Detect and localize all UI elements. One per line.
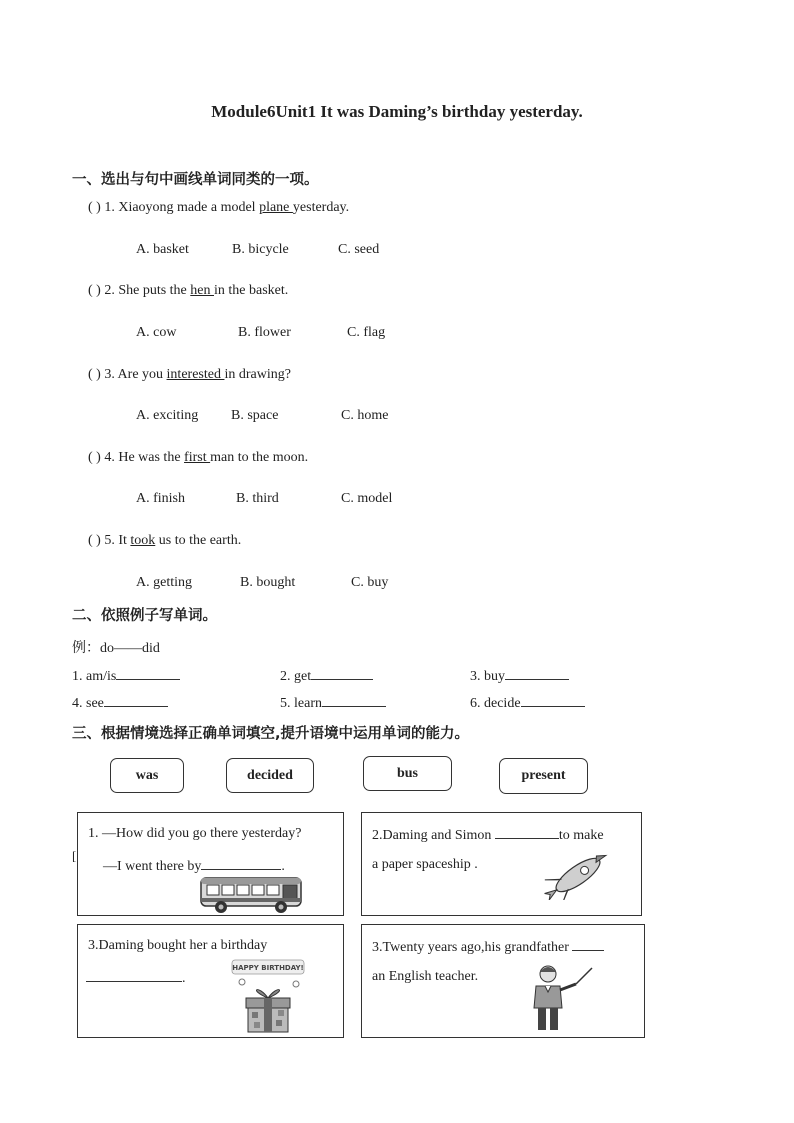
option-1a[interactable]: A. basket bbox=[136, 242, 189, 257]
fill-item-4[interactable]: 4. see bbox=[72, 694, 168, 712]
answer-blank[interactable] bbox=[495, 826, 559, 839]
question-4: ( ) 4. He was the first man to the moon. bbox=[88, 450, 309, 465]
birthday-gift-icon bbox=[228, 958, 308, 1034]
box1-line1: 1. —How did you go there yesterday? bbox=[88, 826, 302, 841]
fill-item-3[interactable]: 3. buy bbox=[470, 667, 569, 685]
word-bank-bus[interactable]: bus bbox=[363, 756, 452, 791]
question-5: ( ) 5. It took us to the earth. bbox=[88, 533, 242, 548]
word-bank-decided[interactable]: decided bbox=[226, 758, 314, 793]
option-1c[interactable]: C. seed bbox=[338, 242, 380, 257]
underlined-word: first bbox=[184, 450, 211, 465]
option-4a[interactable]: A. finish bbox=[136, 491, 185, 506]
underlined-word: plane bbox=[259, 200, 293, 215]
option-2c[interactable]: C. flag bbox=[347, 325, 386, 340]
fill-item-2[interactable]: 2. get bbox=[280, 667, 373, 685]
box3-line2: . bbox=[86, 969, 186, 987]
option-4b[interactable]: B. third bbox=[236, 491, 279, 506]
option-5c[interactable]: C. buy bbox=[351, 575, 389, 590]
answer-blank[interactable] bbox=[311, 667, 373, 680]
box2-line2: a paper spaceship . bbox=[372, 857, 478, 872]
option-4c[interactable]: C. model bbox=[341, 491, 393, 506]
answer-blank[interactable] bbox=[86, 969, 182, 982]
answer-paren[interactable]: ( ) bbox=[88, 200, 101, 215]
word-bank-present[interactable]: present bbox=[499, 758, 588, 794]
option-5b[interactable]: B. bought bbox=[240, 575, 296, 590]
answer-blank[interactable] bbox=[521, 694, 585, 707]
question-1: ( ) 1. Xiaoyong made a model plane yesterday. bbox=[88, 200, 350, 215]
section3-heading: 三、根据情境选择正确单词填空,提升语境中运用单词的能力。 bbox=[72, 726, 470, 742]
question-3: ( ) 3. Are you interested in drawing? bbox=[88, 367, 291, 382]
answer-blank[interactable] bbox=[104, 694, 168, 707]
option-3c[interactable]: C. home bbox=[341, 408, 389, 423]
underlined-word: interested bbox=[166, 367, 225, 382]
fill-item-5[interactable]: 5. learn bbox=[280, 694, 386, 712]
rocket-icon bbox=[538, 850, 618, 900]
word-bank-was[interactable]: was bbox=[110, 758, 184, 793]
box4-line2: an English teacher. bbox=[372, 969, 479, 984]
answer-blank[interactable] bbox=[116, 667, 180, 680]
answer-paren[interactable]: ( ) bbox=[88, 283, 101, 298]
answer-blank[interactable] bbox=[572, 938, 604, 951]
answer-blank[interactable] bbox=[201, 857, 281, 870]
answer-paren[interactable]: ( ) bbox=[88, 450, 101, 465]
stray-bracket: [ bbox=[72, 848, 77, 863]
option-2b[interactable]: B. flower bbox=[238, 325, 291, 340]
answer-paren[interactable]: ( ) bbox=[88, 367, 101, 382]
answer-paren[interactable]: ( ) bbox=[88, 533, 101, 548]
question-2: ( ) 2. She puts the hen in the basket. bbox=[88, 283, 289, 298]
page-title: Module6Unit1 It was Daming’s birthday yesterday. bbox=[211, 102, 583, 121]
teacher-icon bbox=[528, 962, 600, 1034]
bus-icon bbox=[197, 872, 307, 916]
option-1b[interactable]: B. bicycle bbox=[232, 242, 289, 257]
section1-heading: 一、选出与句中画线单词同类的一项。 bbox=[72, 172, 319, 188]
fill-item-6[interactable]: 6. decide bbox=[470, 694, 585, 712]
box2-line1: 2.Daming and Simon to make bbox=[372, 828, 604, 843]
box1-line2: —I went there by . bbox=[103, 859, 285, 874]
underlined-word: hen bbox=[190, 283, 214, 298]
answer-blank[interactable] bbox=[505, 667, 569, 680]
option-2a[interactable]: A. cow bbox=[136, 325, 177, 340]
box4-line1: 3.Twenty years ago,his grandfather bbox=[372, 938, 604, 956]
example: 例：do——did bbox=[72, 641, 160, 656]
option-5a[interactable]: A. getting bbox=[136, 575, 192, 590]
option-3a[interactable]: A. exciting bbox=[136, 408, 199, 423]
option-3b[interactable]: B. space bbox=[231, 408, 279, 423]
answer-blank[interactable] bbox=[322, 694, 386, 707]
gift-tag-text: HAPPY BIRTHDAY! bbox=[232, 964, 304, 972]
section2-heading: 二、依照例子写单词。 bbox=[72, 608, 217, 624]
box3-line1: 3.Daming bought her a birthday bbox=[88, 938, 268, 953]
underlined-word: took bbox=[130, 533, 156, 548]
fill-item-1[interactable]: 1. am/is bbox=[72, 667, 180, 685]
